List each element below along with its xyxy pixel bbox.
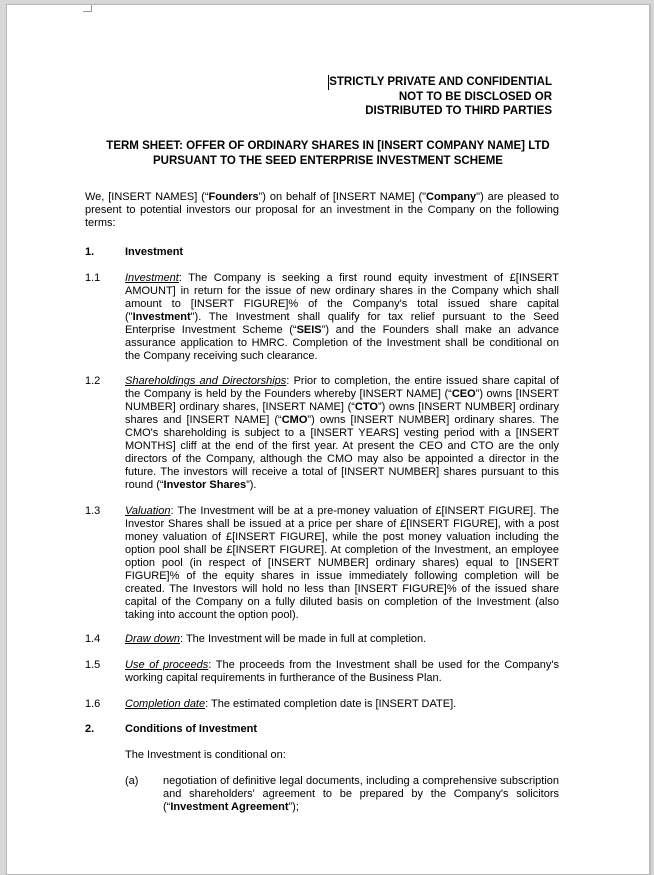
- confidential-line-2: NOT TO BE DISCLOSED OR: [398, 90, 552, 103]
- clause-1-4-label: Draw down: [125, 633, 181, 645]
- confidentiality-notice: [328, 75, 552, 119]
- clause-1-3-label: Valuation: [125, 505, 171, 517]
- clause-1-1-label: Investment: [125, 272, 179, 284]
- clause-1-5-label: Use of proceeds: [125, 659, 209, 671]
- title-line-1: TERM SHEET: OFFER OF ORDINARY SHARES IN [INSERT COMPANY NAME] LTD: [106, 140, 550, 152]
- document-page: [6, 4, 650, 875]
- document-title: [7, 139, 649, 168]
- title-line-2: PURSUANT TO THE SEED ENTERPRISE INVESTMENT SCHEME: [153, 154, 503, 167]
- section-2-lead: The Investment is conditional on:: [125, 749, 286, 761]
- clause-1-1-number: 1.1: [85, 272, 101, 284]
- condition-a-text: negotiation of definitive legal documents, including a comprehensive subscription and shareholders' agreement to be prepared by the Company's solicitors (“Investment Agreement”);: [163, 775, 559, 813]
- condition-a-label: (a): [125, 775, 139, 787]
- clause-1-5-number: 1.5: [85, 659, 101, 671]
- section-1-heading: Investment: [125, 246, 184, 258]
- company-term: Company: [426, 191, 477, 203]
- clause-1-3-text: Valuation: The Investment will be at a pre-money valuation of £[INSERT FIGURE]. The Investor Shares shall be issued at a price per share of £[INSERT FIGURE], with a post money valuation of £[INSERT FIGURE], while the post money valuation including the option pool shall be £[INSERT FIGURE]. At completion of the Investment, an employee option pool (in respect of [INSERT NUMBER] ordinary shares) equal to [INSERT FIGURE]% of the equity shares in issue immediately following completion will be created. The Investors will hold no less than [INSERT FIGURE]% of the issued share capital of the Company on a fully diluted basis on completion of the Investment (also taking into account the option pool).: [125, 505, 559, 621]
- clause-1-6-number: 1.6: [85, 698, 101, 710]
- founders-term: Founders: [208, 191, 259, 203]
- clause-1-6-label: Completion date: [125, 698, 206, 710]
- clause-1-4-text: Draw down: The Investment will be made in full at completion.: [125, 633, 427, 645]
- clause-1-5-text: Use of proceeds: The proceeds from the Investment shall be used for the Company's working capital requirements in furtherance of the Business Plan.: [125, 659, 559, 684]
- clause-1-3-number: 1.3: [85, 505, 101, 517]
- confidential-line-1[interactable]: STRICTLY PRIVATE AND CONFIDENTIAL: [329, 76, 552, 88]
- clause-1-6-text: Completion date: The estimated completion date is [INSERT DATE].: [125, 698, 457, 710]
- clause-1-2-text: Shareholdings and Directorships: Prior to completion, the entire issued share capital of the Company is held by the Founders whereby [INSERT NAME] (“CEO”) owns [INSERT NUMBER] ordinary shares, [INSERT NAME] (“CTO”) owns [INSERT NUMBER] ordinary shares and [INSERT NAME] (“CMO”) owns [INSERT NUMBER] ordinary shares. The CMO's shareholding is subject to a [INSERT YEARS] vesting period with a [INSERT MONTHS] cliff at the end of the first year. At present the CEO and CTO are the only directors of the Company, although the CMO may also be appointed a director in the future. The investors will receive a total of [INSERT NUMBER] shares pursuant to this round (“Investor Shares”).: [125, 375, 559, 491]
- page-corner-mark: [83, 5, 92, 12]
- clause-1-2-number: 1.2: [85, 375, 101, 387]
- section-1-number: 1.: [85, 246, 95, 258]
- section-2-heading: Conditions of Investment: [125, 723, 257, 735]
- clause-1-1-text: Investment: The Company is seeking a first round equity investment of £[INSERT AMOUNT] in return for the issue of new ordinary shares in the Company which shall amount to [INSERT FIGURE]% of the Company's total issued share capital ("Investment"). The Investment shall qualify for tax relief pursuant to the Seed Enterprise Investment Scheme (“SEIS”) and the Founders shall make an advance assurance application to HMRC. Completion of the Investment shall be conditional on the Company receiving such clearance.: [125, 272, 559, 362]
- intro-paragraph: We, [INSERT NAMES] (“Founders”) on behalf of [INSERT NAME] ("Company") are pleased to present to potential investors our proposal for an investment in the Company on the following terms:: [85, 191, 559, 229]
- section-2-number: 2.: [85, 723, 95, 735]
- clause-1-2-label: Shareholdings and Directorships: [125, 375, 287, 387]
- clause-1-4-number: 1.4: [85, 633, 101, 645]
- confidential-line-3: DISTRIBUTED TO THIRD PARTIES: [365, 105, 552, 117]
